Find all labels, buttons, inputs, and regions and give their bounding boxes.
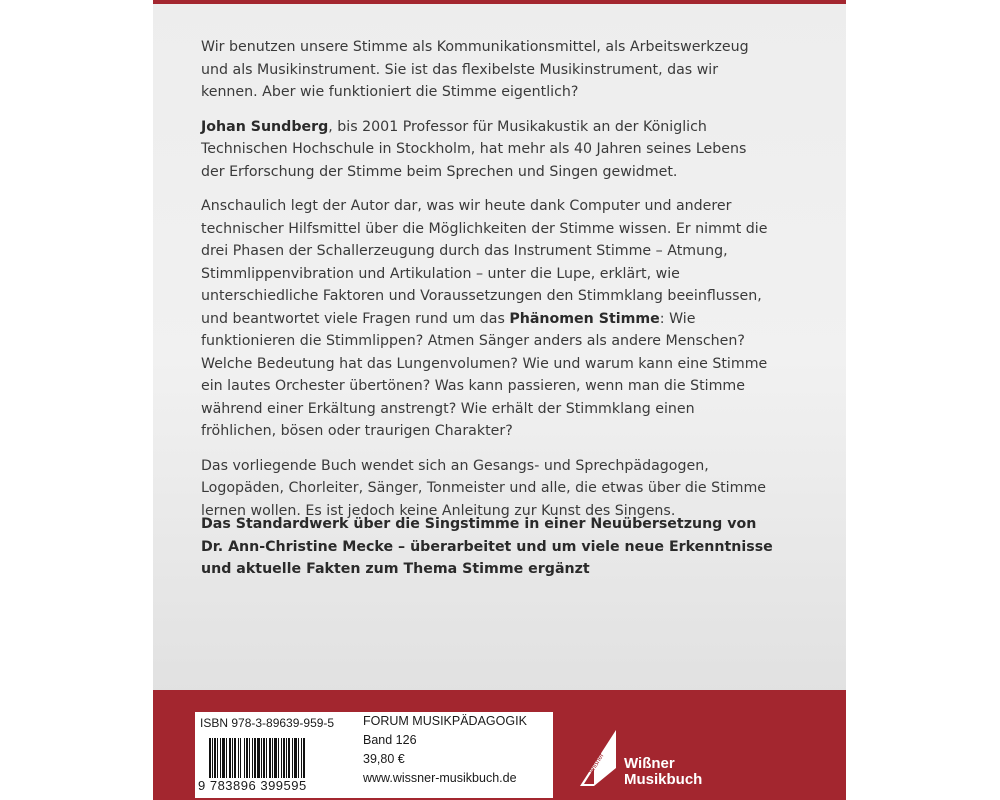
paragraph-author: Johan Sundberg, bis 2001 Professor für Musikakustik an der Königlich Technischen Hochschule in Stockholm, hat mehr als 40 Jahren seines Lebens der Erforschung der Stimme beim Sprechen und Singen gewidmet. [201, 118, 747, 180]
publisher-name [624, 756, 702, 788]
publisher-name-line2: Musikbuch [624, 771, 703, 788]
isbn-label: ISBN 978-3-89639-959-5 [200, 716, 335, 730]
blurb-text [201, 36, 773, 534]
paragraph-audience: Das vorliegende Buch wendet sich an Gesangs- und Sprechpädagogen, Logopäden, Chorleiter, Sänger, Tonmeister und alle, die etwas über die Stimme lernen wollen. Es ist jedoch keine Anleitung zur Kunst des Singens. [201, 457, 766, 519]
publisher-logo [578, 720, 738, 795]
svg-text:Wißner: Wißner [587, 752, 606, 776]
publisher-name-line1: Wißner [624, 755, 675, 772]
author-name: Johan Sundberg [201, 118, 329, 135]
paragraph-contents: Anschaulich legt der Autor dar, was wir heute dank Computer und anderer technischer Hilfsmittel über die Möglichkeiten der Stimme wissen. Er nimmt die drei Phasen der Schallerzeugung durch das Instrument Stimme – Atmung, Stimmlippenvibration und Artikulation – unter die Lupe, erklärt, wie unterschiedliche Faktoren und Voraussetzungen den Stimmklang beeinflussen, und beantwortet viele Fragen rund um das Phänomen Stimme: Wie funktionieren die Stimmlippen? Atmen Sänger anders als andere Menschen? Welche Bedeutung hat das Lungenvolumen? Wie und warum kann eine Stimme ein lautes Orchester übertönen? Was kann passieren, wenn man die Stimme während einer Erkältung anstrengt? Wie erhält der Stimmklang einen fröhlichen, bösen oder traurigen Charakter? [201, 198, 768, 439]
publisher-logo-icon [578, 728, 618, 788]
volume-number: Band 126 [363, 733, 417, 747]
bottom-band [153, 690, 846, 800]
series-name: FORUM MUSIKPÄDAGOGIK [363, 714, 527, 728]
highlight-statement: Das Standardwerk über die Singstimme in einer Neuübersetzung von Dr. Ann-Christine Mecke – überarbeitet und um viele neue Erkenntnisse und aktuelle Fakten zum Thema Stimme ergänzt [201, 516, 773, 577]
barcode-digits: 9 783896 399595 [198, 778, 307, 793]
back-cover [153, 0, 846, 800]
topic-phrase: Phänomen Stimme [509, 310, 660, 327]
publication-info [357, 712, 553, 798]
barcode-box [195, 712, 357, 798]
barcode-bars [209, 738, 349, 778]
paragraph-intro: Wir benutzen unsere Stimme als Kommunikationsmittel, als Arbeitswerkzeug und als Musikinstrument. Sie ist das flexibelste Musikinstrument, das wir kennen. Aber wie funktioniert die Stimme eigentlich? [201, 39, 749, 100]
price: 39,80 € [363, 752, 405, 766]
publisher-url: www.wissner-musikbuch.de [363, 771, 517, 785]
top-accent-band [153, 0, 846, 4]
